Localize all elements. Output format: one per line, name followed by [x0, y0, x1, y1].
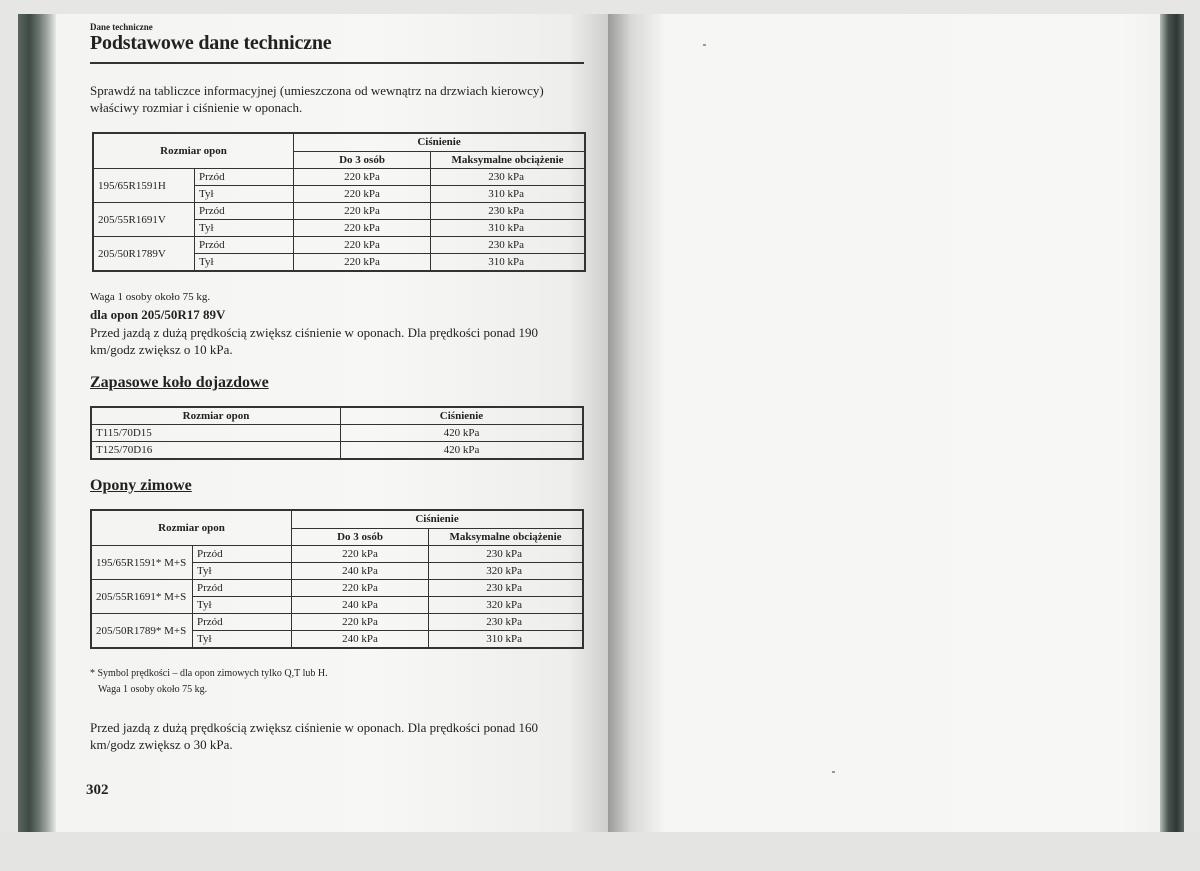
page-title: Podstawowe dane techniczne [90, 32, 332, 54]
pressure-value: 220 kPa [292, 614, 429, 631]
tyre-pressure-table [92, 132, 586, 272]
col-header-pressure: Ciśnienie [341, 407, 584, 425]
col-header-3-persons: Do 3 osób [292, 528, 429, 546]
speed-paragraph: Przed jazdą z dużą prędkością zwiększ ciśnienie w oponach. Dla prędkości ponad 190 km/godz zwiększ o 10 kPa. [90, 325, 538, 357]
col-header-3-persons: Do 3 osób [294, 151, 431, 169]
col-header-pressure: Ciśnienie [292, 510, 583, 528]
axle-label: Tył [195, 254, 294, 272]
speed-paragraph: Przed jazdą z dużą prędkością zwiększ ciśnienie w oponach. Dla prędkości ponad 160 km/godz zwiększ o 30 kPa. [90, 720, 538, 752]
axle-label: Tył [195, 220, 294, 237]
axle-label: Przód [193, 546, 292, 563]
table-row [91, 580, 583, 597]
pressure-value: 220 kPa [294, 203, 431, 220]
spare-wheel-table [90, 406, 584, 460]
pressure-value: 240 kPa [292, 597, 429, 614]
winter-tyre-table [90, 509, 584, 649]
section-label: Dane techniczne [90, 22, 153, 32]
col-header-size: Rozmiar opon [91, 510, 292, 546]
col-header-pressure: Ciśnienie [294, 133, 585, 151]
col-header-max-load: Maksymalne obciążenie [429, 528, 583, 546]
axle-label: Przód [195, 203, 294, 220]
tyre-size: 195/65R1591H [93, 169, 195, 203]
weight-note: Waga 1 osoby około 75 kg. [90, 291, 211, 303]
pressure-value: 220 kPa [294, 220, 431, 237]
pressure-value: 420 kPa [341, 425, 584, 442]
table-row [91, 425, 583, 442]
pressure-value: 240 kPa [292, 631, 429, 649]
footnote: * Symbol prędkości – dla opon zimowych tylko Q,T lub H. [90, 668, 328, 679]
pressure-value: 320 kPa [429, 597, 583, 614]
axle-label: Tył [193, 631, 292, 649]
pressure-value: 220 kPa [294, 237, 431, 254]
pressure-value: 230 kPa [429, 546, 583, 563]
col-header-max-load: Maksymalne obciążenie [431, 151, 585, 169]
pressure-value: 230 kPa [431, 203, 585, 220]
tyre-size: T115/70D15 [91, 425, 341, 442]
pressure-value: 230 kPa [429, 580, 583, 597]
axle-label: Przód [193, 614, 292, 631]
pressure-value: 240 kPa [292, 563, 429, 580]
col-header-size: Rozmiar opon [91, 407, 341, 425]
axle-label: Przód [195, 237, 294, 254]
weight-note: Waga 1 osoby około 75 kg. [98, 684, 208, 695]
page-number: 302 [86, 782, 109, 798]
pressure-value: 320 kPa [429, 563, 583, 580]
table-row [93, 237, 585, 254]
pressure-value: 310 kPa [431, 186, 585, 203]
pressure-value: 230 kPa [429, 614, 583, 631]
tyre-size: T125/70D16 [91, 442, 341, 460]
tyre-size: 205/55R1691V [93, 203, 195, 237]
tyre-size: 195/65R1591* M+S [91, 546, 193, 580]
pressure-value: 420 kPa [341, 442, 584, 460]
axle-label: Tył [193, 597, 292, 614]
right-page-edge [1160, 14, 1184, 832]
left-page-edge [18, 14, 56, 832]
table-row [93, 203, 585, 220]
tyre-label: dla opon 205/50R17 89V [90, 307, 226, 322]
axle-label: Przód [195, 169, 294, 186]
pressure-value: 220 kPa [292, 546, 429, 563]
intro-paragraph: Sprawdź na tabliczce informacyjnej (umieszczona od wewnątrz na drzwiach kierowcy) właściwy rozmiar i ciśnienie w oponach. [90, 83, 544, 115]
right-page-blank [608, 14, 1180, 832]
pressure-value: 310 kPa [429, 631, 583, 649]
table-row [91, 614, 583, 631]
table-row [93, 169, 585, 186]
pressure-value: 310 kPa [431, 254, 585, 272]
axle-label: Tył [193, 563, 292, 580]
dust-speck [832, 771, 835, 773]
tyre-size: 205/55R1691* M+S [91, 580, 193, 614]
tyre-size: 205/50R1789V [93, 237, 195, 272]
pressure-value: 220 kPa [294, 169, 431, 186]
table-row [91, 442, 583, 460]
tyre-size: 205/50R1789* M+S [91, 614, 193, 649]
pressure-value: 220 kPa [294, 186, 431, 203]
axle-label: Tył [195, 186, 294, 203]
dust-speck [703, 44, 706, 46]
title-rule [90, 62, 584, 64]
winter-tyres-heading: Opony zimowe [90, 477, 192, 494]
spare-wheel-heading: Zapasowe koło dojazdowe [90, 374, 269, 391]
table-row [91, 546, 583, 563]
pressure-value: 220 kPa [294, 254, 431, 272]
col-header-size: Rozmiar opon [93, 133, 294, 169]
pressure-value: 230 kPa [431, 237, 585, 254]
axle-label: Przód [193, 580, 292, 597]
pressure-value: 230 kPa [431, 169, 585, 186]
pressure-value: 310 kPa [431, 220, 585, 237]
scanner-bottom-band [0, 832, 1200, 871]
pressure-value: 220 kPa [292, 580, 429, 597]
